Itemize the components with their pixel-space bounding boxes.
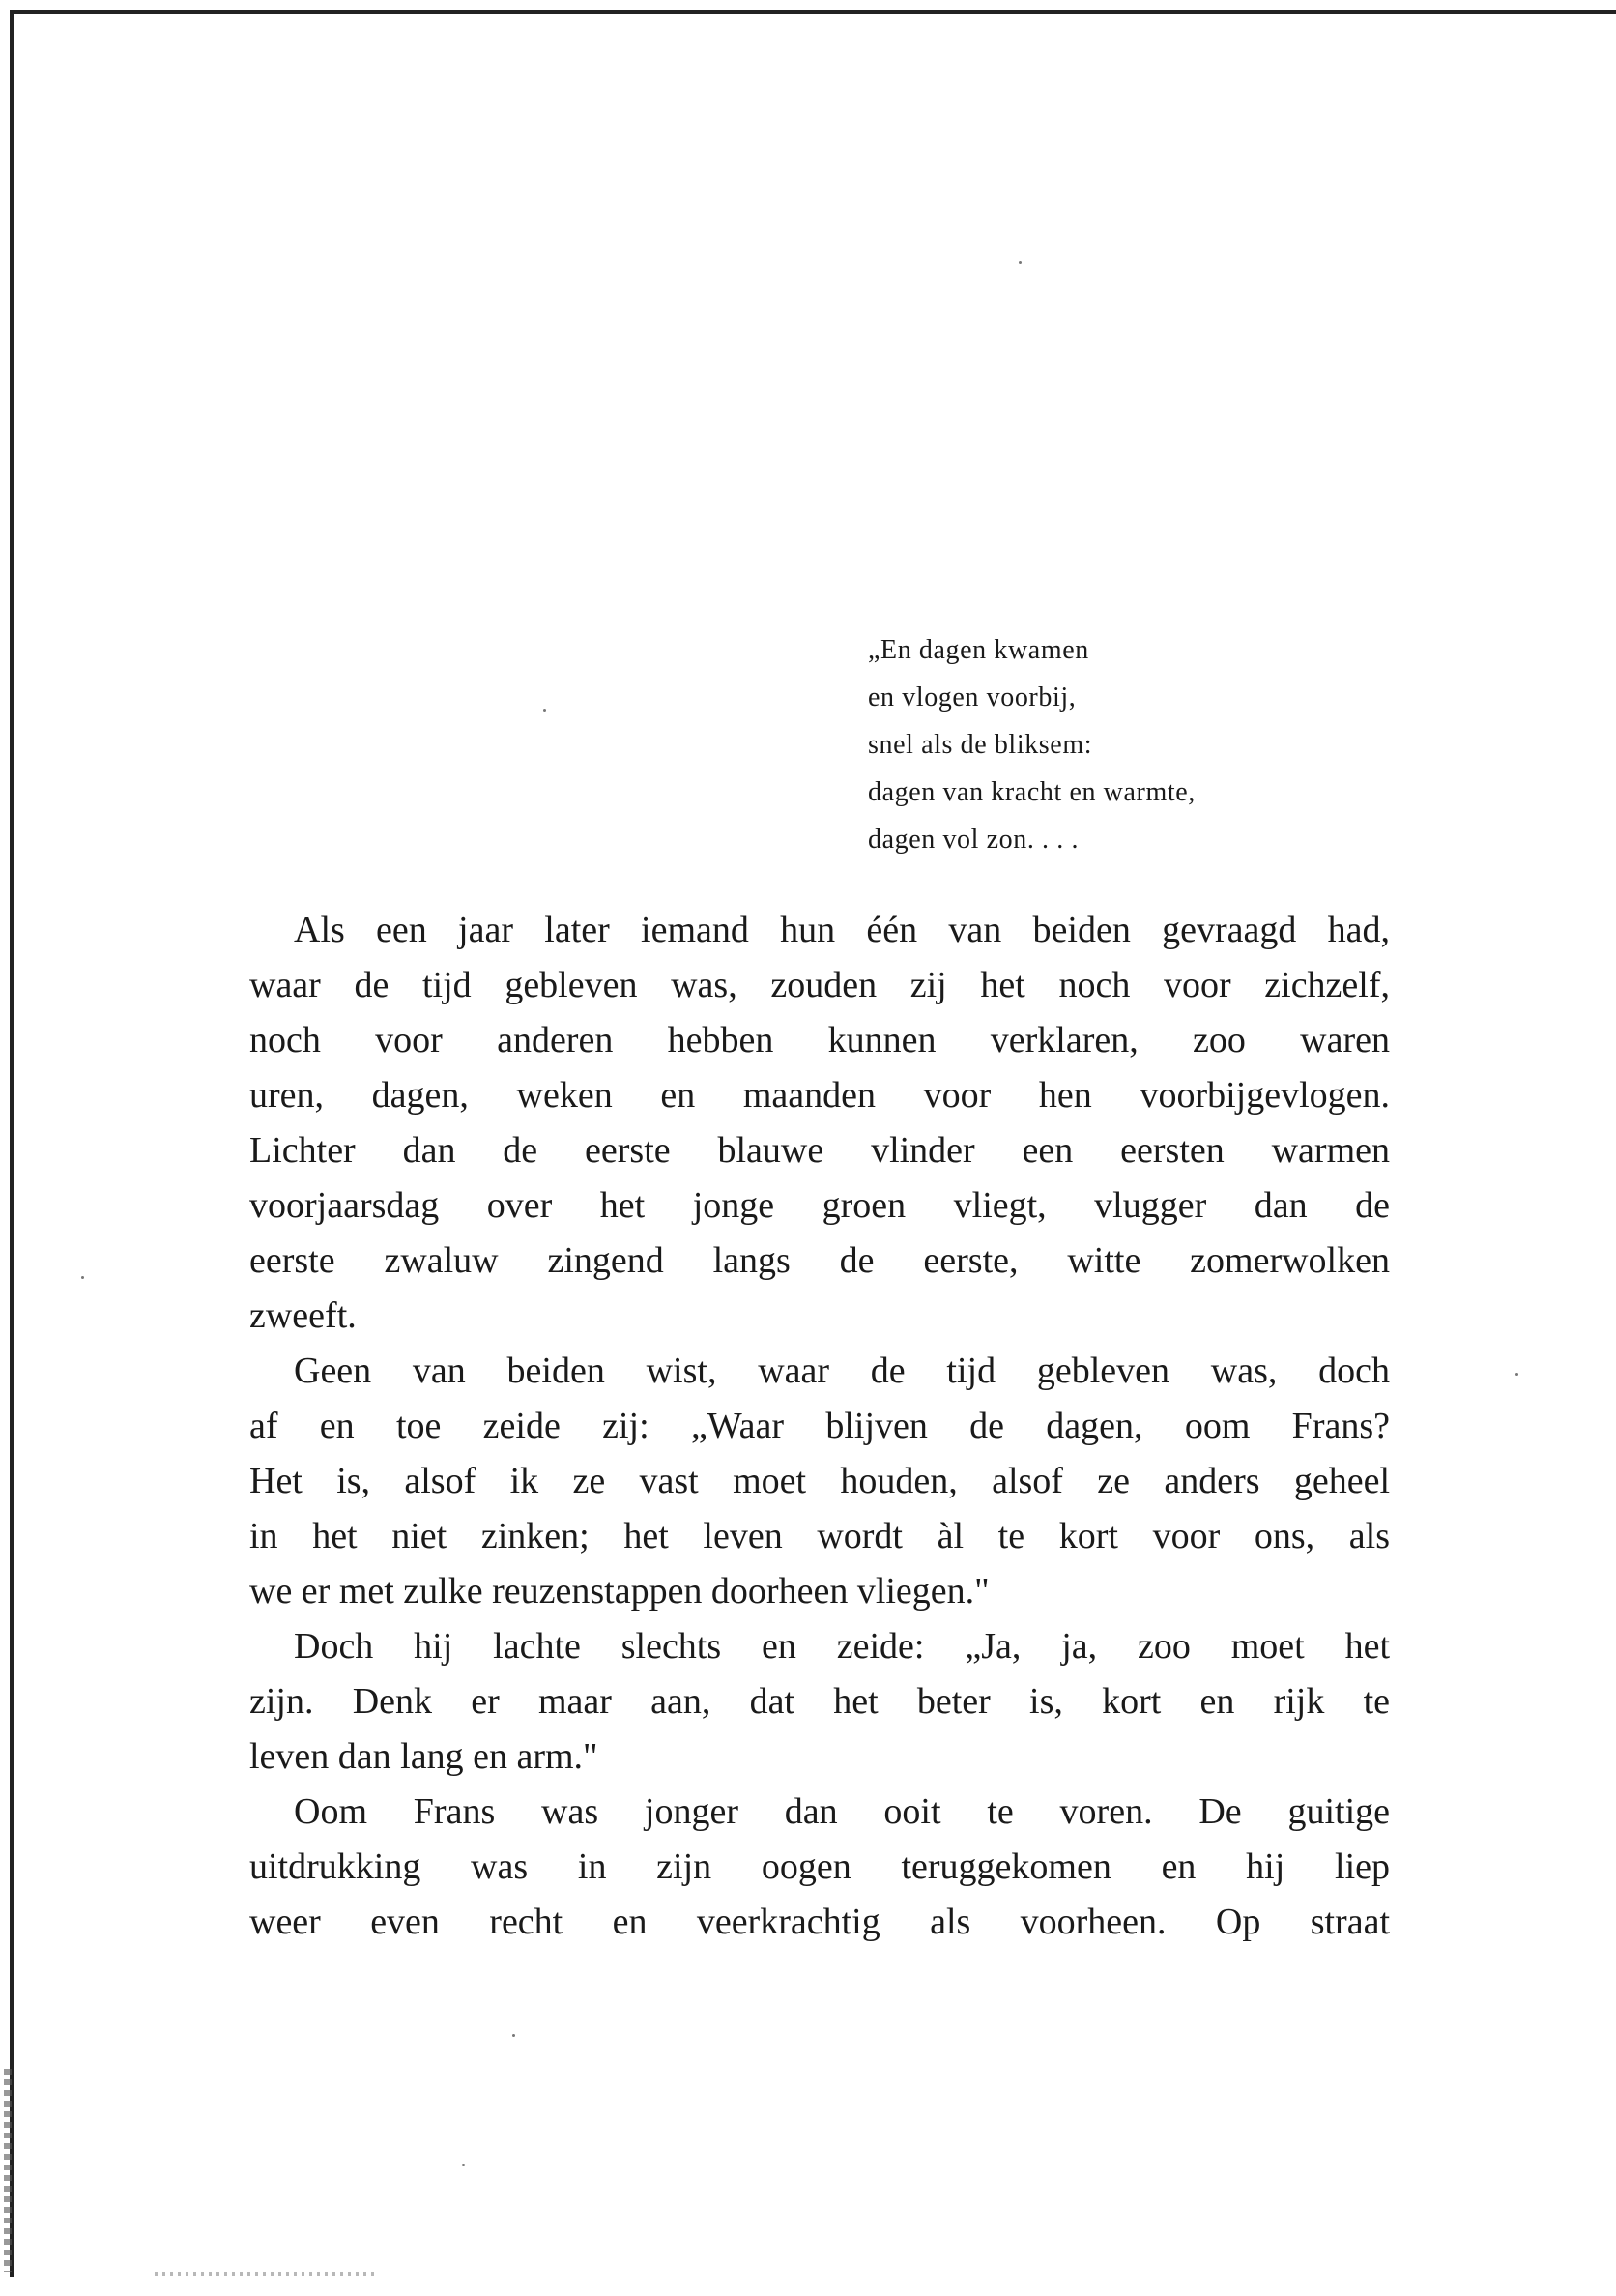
paragraph-1-line: eerste zwaluw zingend langs de eerste, witte zomerwolken [249, 1240, 1390, 1281]
paragraph-3-line: zijn. Denk er maar aan, dat het beter is, kort en rijk te [249, 1681, 1390, 1722]
paragraph-2-line: Geen van beiden wist, waar de tijd gebleven was, doch [294, 1351, 1390, 1391]
paragraph-1-line: zweeft. [249, 1295, 357, 1336]
paragraph-3-line: leven dan lang en arm." [249, 1736, 598, 1777]
paragraph-1-line: Lichter dan de eerste blauwe vlinder een eersten warmen [249, 1130, 1390, 1171]
paragraph-4-line: Oom Frans was jonger dan ooit te voren. De guitige [294, 1791, 1390, 1832]
paragraph-4-line: uitdrukking was in zijn oogen teruggekomen en hij liep [249, 1846, 1390, 1887]
paragraph-1-line: Als een jaar later iemand hun één van beiden gevraagd had, [294, 910, 1390, 950]
epigraph [868, 626, 1371, 863]
epigraph-line: dagen van kracht en warmte, [868, 777, 1196, 807]
paragraph-2-line: Het is, alsof ik ze vast moet houden, alsof ze anders geheel [249, 1461, 1390, 1501]
paragraph-1-line: waar de tijd gebleven was, zouden zij het noch voor zichzelf, [249, 965, 1390, 1005]
epigraph-line: „En dagen kwamen [868, 635, 1089, 665]
epigraph-line: snel als de bliksem: [868, 730, 1093, 760]
paragraph-2-line: in het niet zinken; het leven wordt àl te kort voor ons, als [249, 1516, 1390, 1556]
scan-noise-bottom [155, 2272, 377, 2276]
paragraph-1-line: uren, dagen, weken en maanden voor hen voorbijgevlogen. [249, 1075, 1390, 1116]
scan-speck [1515, 1373, 1518, 1376]
paragraph-1-line: voorjaarsdag over het jonge groen vliegt, vlugger dan de [249, 1185, 1390, 1226]
page-border-left [10, 10, 14, 2277]
body-text [249, 903, 1390, 1950]
scan-speck [1019, 261, 1022, 264]
scan-speck [512, 2034, 515, 2037]
paragraph-2-line: af en toe zeide zij: „Waar blijven de dagen, oom Frans? [249, 1406, 1390, 1446]
paragraph-2-line: we er met zulke reuzenstappen doorheen vliegen." [249, 1571, 990, 1612]
scan-speck [462, 2164, 465, 2166]
scan-speck [81, 1276, 84, 1279]
scan-noise-left [4, 2069, 12, 2272]
epigraph-line: dagen vol zon. . . . [868, 825, 1080, 855]
epigraph-line: en vlogen voorbij, [868, 683, 1077, 712]
paragraph-4-line: weer even recht en veerkrachtig als voorheen. Op straat [249, 1902, 1390, 1942]
page-border-top [10, 10, 1616, 14]
paragraph-3-line: Doch hij lachte slechts en zeide: „Ja, ja, zoo moet het [294, 1626, 1390, 1667]
paragraph-1-line: noch voor anderen hebben kunnen verklaren, zoo waren [249, 1020, 1390, 1061]
scan-speck [543, 709, 546, 712]
